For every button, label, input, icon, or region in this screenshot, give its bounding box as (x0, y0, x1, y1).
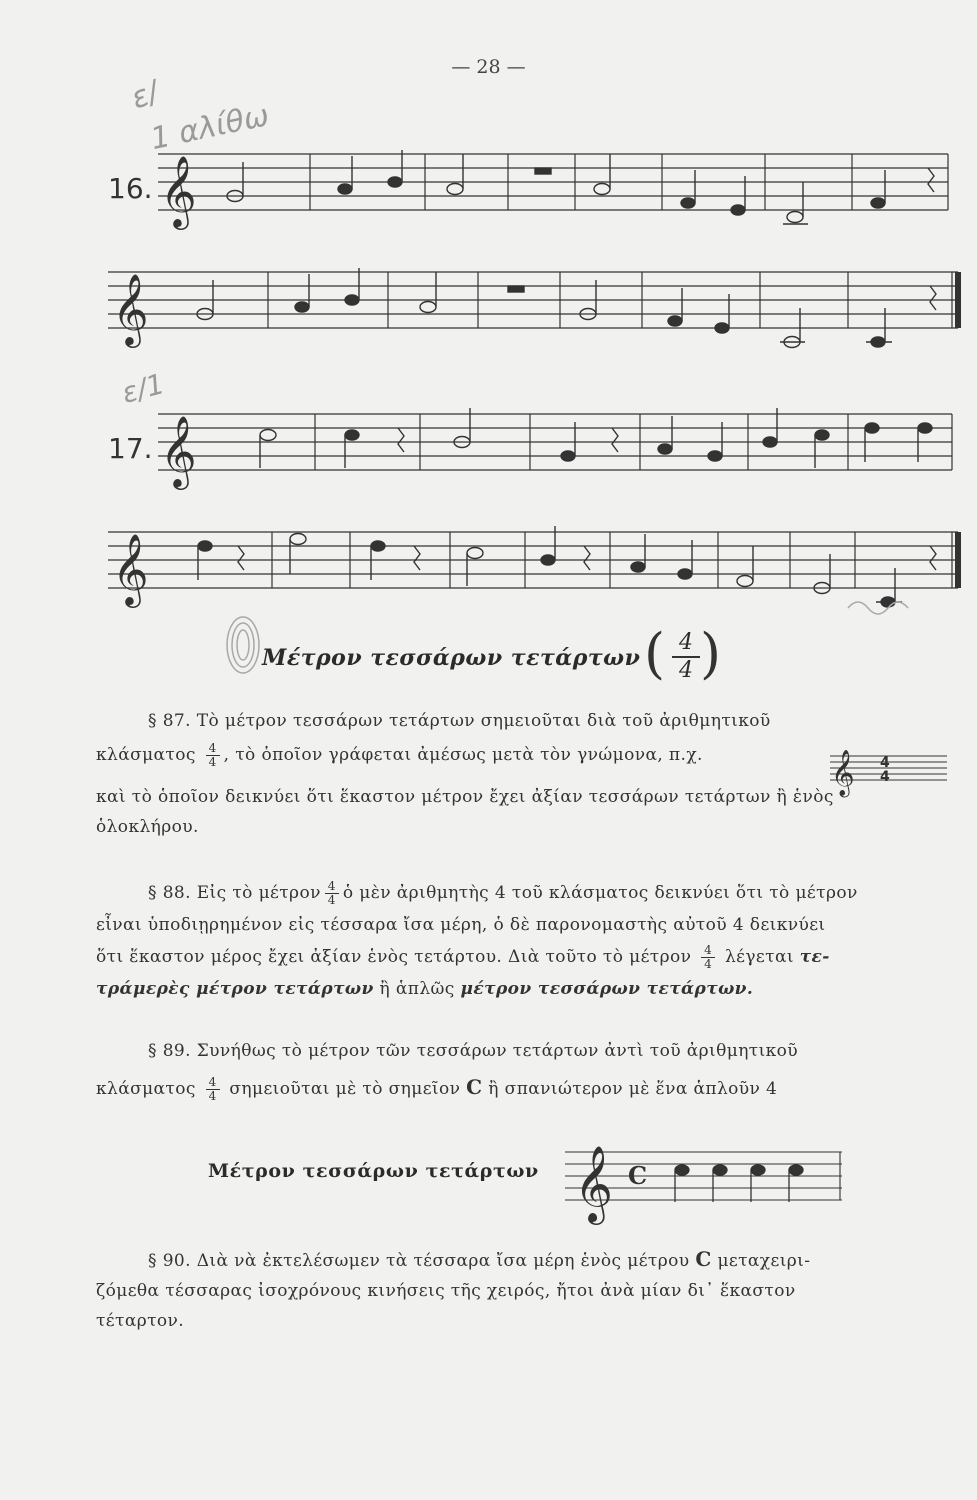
handwritten-mark-top: ε/ (126, 74, 164, 117)
svg-text:𝄞: 𝄞 (160, 154, 197, 227)
example-staff-four-four (825, 742, 950, 806)
exercise-16-number: 16. (108, 172, 153, 205)
staff-exercise-17-line-1 (0, 400, 977, 500)
right-parenthesis: ) (700, 622, 722, 685)
handwritten-mark-third: ε/1 (118, 367, 168, 410)
svg-text:𝄞: 𝄞 (831, 750, 855, 796)
svg-text:4: 4 (880, 755, 890, 771)
paragraph-88: § 88. Εἰς τὸ μέτρον $\frac{4}{4}$ ὁ μὲν ἀριθμητὴς 4 τοῦ κλάσματος δεικνύει ὅτι τὸ μέτρον εἶναι ὑποδιῃρημένον εἰς τέσσαρα ἴσα μέρη, ὁ δὲ παρονομαστὴς αὐτοῦ 4 δεικνύει ὅτι ἕκαστον μέρος ἔχει ἀξίαν ἑνὸς τετάρτου. Διὰ τοῦτο τὸ μέτρον $\frac{4}{4}$ λέγεται τε- τράμερὲς μέτρον τετάρτων ἢ ἁπλῶς μέτρον τεσσάρων τετάρτων. (96, 879, 858, 999)
exercise-17-number: 17. (108, 432, 153, 465)
svg-text:4: 4 (880, 769, 890, 785)
pencil-scribble (218, 610, 268, 680)
example-staff-common-time (560, 1122, 850, 1232)
staff-exercise-17-line-2 (0, 518, 977, 618)
paragraph-89: § 89. Συνήθως τὸ μέτρον τῶν τεσσάρων τετάρτων ἀντὶ τοῦ ἀριθμητικοῦ κλάσματος $\frac{4}{4}$ σημειοῦται μὲ τὸ σημεῖον C ἢ σπανιώτερον μὲ ἕνα ἁπλοῦν 4 (96, 1041, 799, 1103)
example-label: Μέτρον τεσσάρων τετάρτων (208, 1160, 539, 1182)
svg-text:𝄞: 𝄞 (112, 532, 149, 605)
page-number: — 28 — (451, 56, 526, 78)
staff-exercise-16-line-1 (0, 140, 977, 240)
svg-text:𝄞: 𝄞 (574, 1145, 614, 1222)
left-parenthesis: ( (644, 622, 666, 685)
staff-exercise-16-line-2 (0, 258, 977, 358)
svg-text:C: C (628, 1161, 648, 1190)
heading-fraction: 4 4 (662, 630, 710, 684)
svg-text:𝄞: 𝄞 (112, 272, 149, 345)
paragraph-87: § 87. Τὸ μέτρον τεσσάρων τετάρτων σημειοῦται διὰ τοῦ ἀριθμητικοῦ κλάσματος $\frac{4}{4}$ , τὸ ὁποῖον γράφεται ἀμέσως μετὰ τὸν γνώμονα, π.χ. καὶ τὸ ὁποῖον δεικνύει ὅτι ἕκαστον μέτρον ἔχει ἀξίαν τεσσάρων τετάρτων ἢ ἑνὸς ὁλοκλήρου. (96, 711, 834, 837)
common-time-symbol: C (466, 1075, 483, 1099)
paragraph-90: § 90. Διὰ νὰ ἐκτελέσωμεν τὰ τέσσαρα ἴσα μέρη ἑνὸς μέτρου C μεταχειρι- ζόμεθα τέσσαρας ἰσοχρόνους κινήσεις τῆς χειρός, ἤτοι ἀνὰ μίαν δι᾽ ἕκαστον τέταρτον. (96, 1247, 811, 1331)
section-heading: Μέτρον τεσσάρων τετάρτων (262, 645, 641, 671)
handwritten-mark-second: 1 αλίθω (147, 97, 273, 158)
svg-text:𝄞: 𝄞 (160, 414, 197, 487)
